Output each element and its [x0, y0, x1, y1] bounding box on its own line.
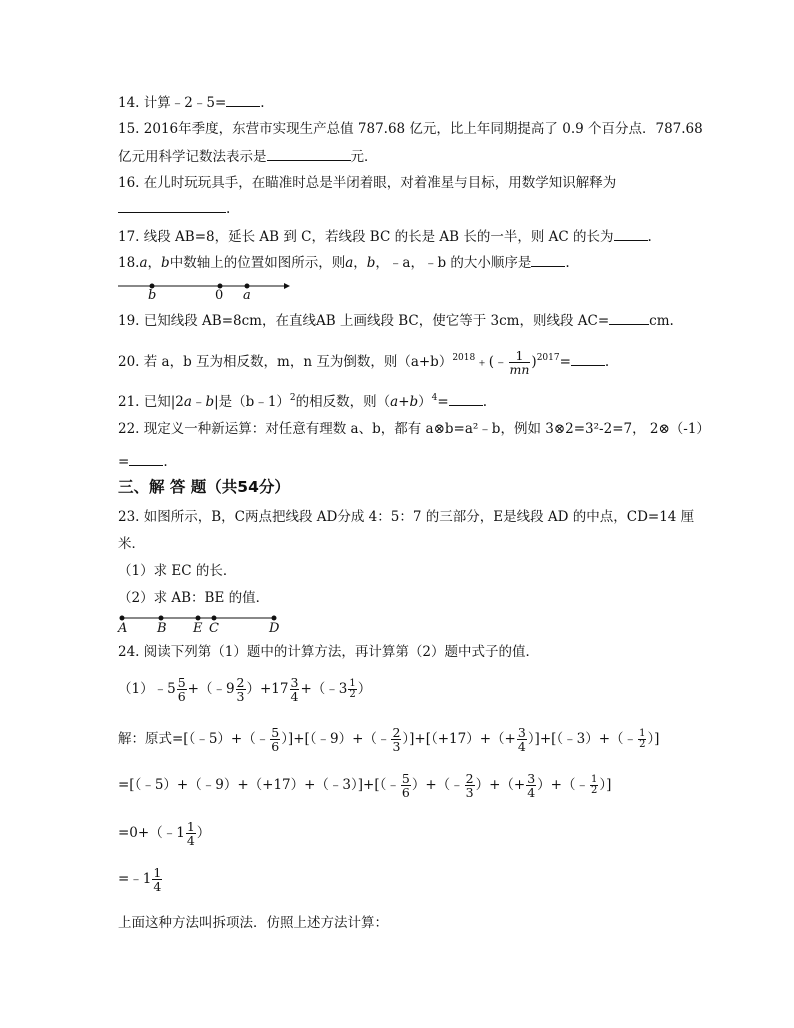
question-14: 14. 计算﹣2﹣5= .: [118, 95, 265, 111]
point-label-a: A: [118, 621, 128, 636]
answer-blank: [571, 352, 605, 366]
question-17: 17. 线段 AB=8，延长 AB 到 C，若线段 BC 的长是 AB 长的一半，则 AC 的长为 .: [118, 229, 652, 245]
point-label-b: B: [157, 621, 167, 636]
question-20: 20. 若 a，b 互为相反数，m，n 互为倒数，则$(a+b)^{2018}﹢(﹣$ $\frac{1}{mn}$ )$^{2017}$= .: [118, 348, 610, 377]
answer-blank: [267, 147, 351, 161]
answer-blank: [449, 392, 483, 406]
point-label-c: C: [209, 621, 219, 636]
axis-label-zero: 0: [215, 288, 224, 303]
answer-blank: [226, 93, 260, 107]
point-label-e: E: [193, 621, 203, 636]
answer-blank: [531, 253, 565, 267]
question-23-line1: 23. 如图所示，B，C两点把线段 AD分成 4：5：7 的三部分，E是线段 AD 的中点，CD=14 厘: [118, 509, 695, 525]
section-heading: 三、解 答 题（共54分）: [118, 478, 290, 496]
question-22-line1: 22. 现定义一种新运算：对任意有理数 a、b，都有 a⊗b=a²﹣b，例如 3⊗2=3²-2=7， 2⊗（-1）: [118, 421, 710, 437]
question-15-line1: 15. 2016年季度，东营市实现生产总值 787.68 亿元，比上年同期提高了 0.9 个百分点．787.68: [118, 121, 703, 137]
answer-blank: [129, 452, 163, 466]
solution-line-3: =0+（﹣1 $\frac{1}{4}$ ）: [118, 819, 211, 848]
question-22-line2: = .: [118, 454, 168, 470]
answer-blank: [609, 311, 649, 325]
solution-line-2: =[（﹣5）+（﹣9）+（+17）+（﹣3）]+[（﹣ $\frac{5}{6}$ ）+（﹣ $\frac{2}{3}$ ）+（+ $\frac{3}{4}$ ）+（﹣ $\frac{1}{2}$ ）]: [118, 771, 612, 800]
question-16-line1: 16. 在儿时玩玩具手，在瞄准时总是半闭着眼，对着准星与目标，用数学知识解释为: [118, 175, 617, 191]
question-16-line2: .: [118, 199, 230, 218]
number-line: [118, 280, 290, 304]
question-24-expression: （1）﹣5 $\frac{5}{6}$ +（﹣9 $\frac{2}{3}$ ）+17 $\frac{3}{4}$ +（﹣3 $\frac{1}{2}$ ）: [118, 675, 372, 704]
answer-blank: [118, 199, 226, 213]
segment-diagram: [118, 612, 288, 638]
solution-line-1: 解：原式=[（﹣5）+（﹣ $\frac{5}{6}$ ）]+[（﹣9）+（﹣ $\frac{2}{3}$ ）]+[（+17）+（+ $\frac{3}{4}$ ）]+[（﹣3）+（﹣ $\frac{1}{2}$ ）]: [118, 725, 660, 754]
fraction: $\frac{1}{mn}$: [509, 348, 530, 377]
answer-blank: [614, 227, 648, 241]
point-label-d: D: [269, 621, 280, 636]
question-23-sub2: （2）求 AB：BE 的值．: [118, 590, 270, 606]
question-15-line2: 亿元用科学记数法表示是 元．: [118, 149, 378, 165]
axis-label-a: a: [243, 288, 251, 303]
solution-line-4: =﹣1 $\frac{1}{4}$: [118, 865, 162, 894]
question-18: 18.a，b中数轴上的位置如图所示，则a，b，﹣a，﹣b 的大小顺序是 .: [118, 255, 570, 271]
question-21: 21. 已知|2a﹣b|是（b﹣1）$^2$的相反数，则$(a+b)^4=$ .: [118, 393, 487, 410]
question-24-closing: 上面这种方法叫拆项法．仿照上述方法计算：: [118, 915, 388, 931]
question-24-intro: 24. 阅读下列第（1）题中的计算方法，再计算第（2）题中式子的值．: [118, 644, 539, 660]
question-23-line2: 米．: [118, 536, 145, 552]
axis-label-b: b: [148, 288, 157, 303]
segment-diagram-svg: [118, 612, 288, 638]
question-19: 19. 已知线段 AB=8cm，在直线AB 上画线段 BC，使它等于 3cm，则线段 AC= cm.: [118, 313, 674, 329]
question-23-sub1: （1）求 EC 的长．: [118, 563, 237, 579]
number-line-svg: [118, 280, 290, 304]
